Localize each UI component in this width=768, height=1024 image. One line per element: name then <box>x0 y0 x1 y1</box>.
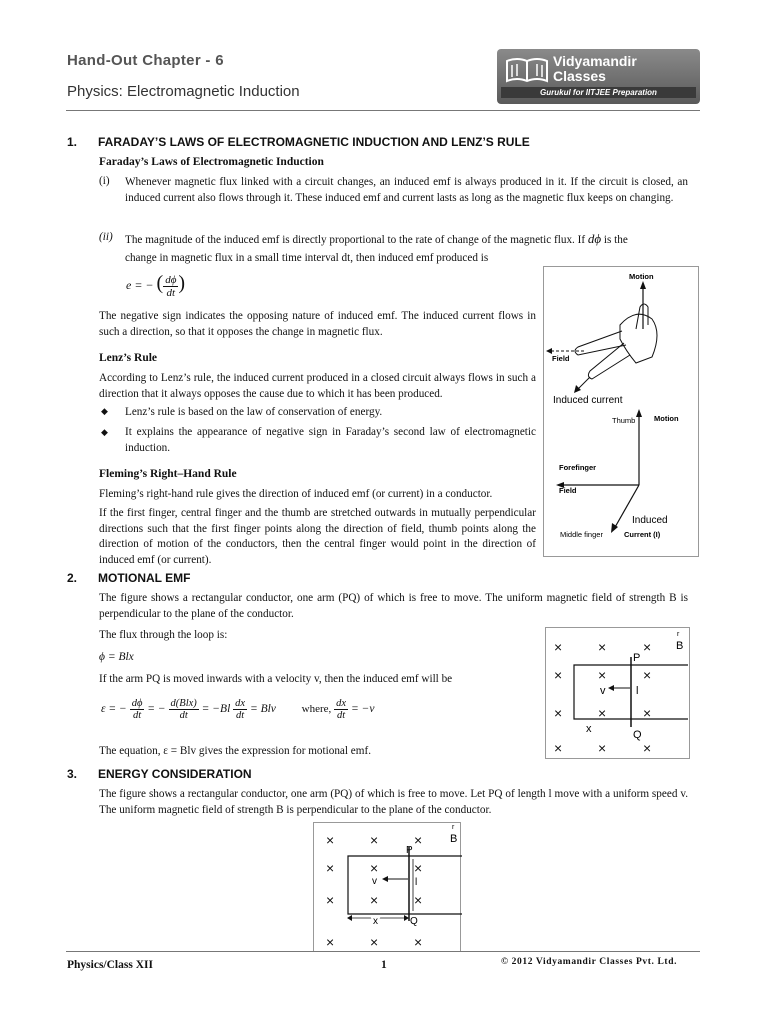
paragraph-motional-3: If the arm PQ is moved inwards with a velocity v, then the induced emf will be <box>99 673 453 685</box>
frac-2-num: d(Blx) <box>170 698 197 709</box>
bullet-icon: ◆ <box>101 406 108 416</box>
cross-mark: × <box>554 639 563 655</box>
cross-mark: × <box>598 740 607 756</box>
frac-1-num: dϕ <box>131 698 143 709</box>
bullet-icon: ◆ <box>101 427 108 437</box>
label-v: v <box>600 685 606 697</box>
fleming-hand-figure <box>543 266 699 557</box>
paragraph-motional-1: The figure shows a rectangular conductor, one arm (PQ) of which is free to move. The uniform magnetic field of strength B is perpendicular to the plane of the conductor. <box>99 592 688 620</box>
section-2-heading <box>67 571 367 587</box>
eq-numerator: dϕ <box>165 273 177 286</box>
frac-4-den: dt <box>337 710 346 721</box>
cross-mark: × <box>598 639 607 655</box>
cross-mark: × <box>554 740 563 756</box>
fleming-diagram <box>544 267 700 558</box>
cross-mark: × <box>643 667 652 683</box>
subject-title: Physics: Electromagnetic Induction <box>67 83 300 100</box>
eq-mid: = − <box>147 703 166 716</box>
paragraph-law-2-line2: change in magnetic flux in a small time interval dt, then induced emf produced is <box>125 252 489 264</box>
bullet-text-2: It explains the appearance of negative sign in Faraday’s second law of electromagnetic induction. <box>125 426 536 454</box>
label-q: Q <box>410 916 418 927</box>
cross-mark: × <box>643 639 652 655</box>
cross-mark: × <box>326 892 335 908</box>
paragraph-fleming-1: Fleming’s right-hand rule gives the direction of induced emf (or current) in a conductor. <box>99 488 493 500</box>
paragraph-law-1: Whenever magnetic flux linked with a circuit changes, an induced emf is always produced in it. If the circuit is closed, an induced current also flows through it. These induced emf and current lasts as long as the magnetic flux keeps on changing. <box>125 176 688 204</box>
vidyamandir-logo <box>497 49 700 104</box>
law-2-text-a: The magnitude of the induced emf is directly proportional to the rate of change of the magnetic flux. If <box>125 234 586 246</box>
eq-end: = Blv <box>249 703 276 716</box>
cross-mark: × <box>598 667 607 683</box>
eq-denominator: dt <box>166 286 176 299</box>
cross-mark: × <box>370 892 379 908</box>
label-q: Q <box>633 729 642 741</box>
cross-mark: × <box>643 740 652 756</box>
cross-mark: × <box>326 860 335 876</box>
label-v: v <box>372 876 377 887</box>
label-induced-current: Induced current <box>553 395 623 406</box>
chapter-title: Hand-Out Chapter - 6 <box>67 52 224 69</box>
paragraph-motional-4: The equation, ε = Blv gives the expression for motional emf. <box>99 745 371 757</box>
motional-emf-equation <box>101 698 374 721</box>
footer-class: Physics/Class XII <box>67 959 153 971</box>
label-thumb: Thumb <box>612 416 636 425</box>
section-3-heading <box>67 767 367 783</box>
paragraph-motional-2: The flux through the loop is: <box>99 629 228 641</box>
paragraph-lenz: According to Lenz’s rule, the induced current produced in a closed circuit always flows in such a direction that it always opposes the cause due to which it has been produced. <box>99 372 536 400</box>
cross-mark: × <box>643 705 652 721</box>
label-induced: Induced <box>632 515 668 526</box>
dphi-symbol: dϕ <box>587 231 602 246</box>
cross-mark: × <box>370 860 379 876</box>
cross-mark: × <box>370 934 379 950</box>
label-motion-2: Motion <box>654 414 679 423</box>
label-field-2: Field <box>559 486 577 495</box>
eq-mid-2: = −Bl <box>201 703 231 716</box>
bullet-text-1: Lenz’s rule is based on the law of conservation of energy. <box>125 406 383 418</box>
label-l: l <box>636 685 639 697</box>
item-marker: (ii) <box>99 231 113 243</box>
label-forefinger: Forefinger <box>559 463 597 472</box>
label-p: P <box>406 845 413 856</box>
section-title: ENERGY CONSIDERATION <box>98 767 252 781</box>
label-x: x <box>586 723 592 735</box>
label-l: l <box>415 877 418 888</box>
cross-mark: × <box>598 705 607 721</box>
vector-r: r <box>677 631 680 638</box>
frac-2-den: dt <box>179 710 188 721</box>
eq-lhs: e = − <box>126 278 154 292</box>
frac-1-den: dt <box>132 710 142 721</box>
label-b: B <box>450 833 458 845</box>
book-icon <box>505 57 549 83</box>
frac-4-num: dx <box>336 698 347 709</box>
cross-mark: × <box>370 832 379 848</box>
loop-diagram-2 <box>314 823 462 953</box>
section-title: FARADAY’S LAWS OF ELECTROMAGNETIC INDUCTION AND LENZ’S RULE <box>98 135 530 149</box>
eq-eps: ε = − <box>101 703 127 716</box>
label-middle-finger: Middle finger <box>560 530 603 539</box>
label-p: P <box>633 652 641 664</box>
subheading-fleming: Fleming’s Right–Hand Rule <box>99 468 237 480</box>
logo-line1: Vidyamandir <box>553 53 637 69</box>
item-marker: (i) <box>99 175 110 187</box>
footer-copyright: © 2012 Vidyamandir Classes Pvt. Ltd. <box>501 957 678 967</box>
cross-mark: × <box>326 934 335 950</box>
section-number: 1. <box>67 135 78 149</box>
cross-mark: × <box>414 934 423 950</box>
vector-r: r <box>452 824 455 831</box>
paragraph-negative-sign: The negative sign indicates the opposing nature of induced emf. The induced current flows in such a direction, so that it opposes the change in magnetic flux. <box>99 310 536 338</box>
logo-tagline: Gurukul for IITJEE Preparation <box>501 87 696 98</box>
logo-line2: Classes <box>553 68 606 84</box>
cross-mark: × <box>414 860 423 876</box>
label-field: Field <box>552 354 570 363</box>
motional-emf-figure <box>545 627 690 759</box>
paragraph-law-2-line1 <box>125 231 725 249</box>
footer-divider <box>66 951 700 952</box>
law-2-text-b: is the <box>603 234 628 246</box>
paragraph-energy-1: The figure shows a rectangular conductor, one arm (PQ) of which is free to move. Let PQ of length l move with a uniform speed v. The uniform magnetic field of strength B is perpendicular to the plane of the conductor. <box>99 788 688 816</box>
label-b: B <box>676 640 684 652</box>
header-divider <box>66 110 700 111</box>
faraday-equation: e = − ( $\frac{d\phi}{dt}$ ) <box>126 272 186 299</box>
section-number: 2. <box>67 571 78 585</box>
subheading-faraday: Faraday’s Laws of Electromagnetic Induction <box>99 156 324 168</box>
frac-3-num: dx <box>235 698 246 709</box>
frac-3-den: dt <box>236 710 245 721</box>
flux-equation: ϕ = Blx <box>99 651 134 663</box>
section-1-heading <box>67 135 667 151</box>
cross-mark: × <box>414 832 423 848</box>
cross-mark: × <box>414 892 423 908</box>
label-current: Current (I) <box>624 530 661 539</box>
eq-where: where, <box>301 703 332 716</box>
page-number: 1 <box>381 959 387 971</box>
cross-mark: × <box>326 832 335 848</box>
cross-mark: × <box>554 705 563 721</box>
energy-consideration-figure <box>313 822 461 952</box>
section-title: MOTIONAL EMF <box>98 571 191 585</box>
cross-mark: × <box>554 667 563 683</box>
label-motion: Motion <box>629 272 654 281</box>
paragraph-fleming-2: If the first finger, central finger and the thumb are stretched outwards in mutually perpendicular directions such that the first finger points along the direction of field, thumb points along the direction of motion of the conductors, then the central finger would point in the direction of induced emf (or current). <box>99 507 536 566</box>
loop-diagram-1 <box>546 628 691 760</box>
label-x: x <box>373 916 378 927</box>
section-number: 3. <box>67 767 78 781</box>
eq-end-2: = −v <box>350 703 375 716</box>
subheading-lenz: Lenz’s Rule <box>99 352 158 364</box>
